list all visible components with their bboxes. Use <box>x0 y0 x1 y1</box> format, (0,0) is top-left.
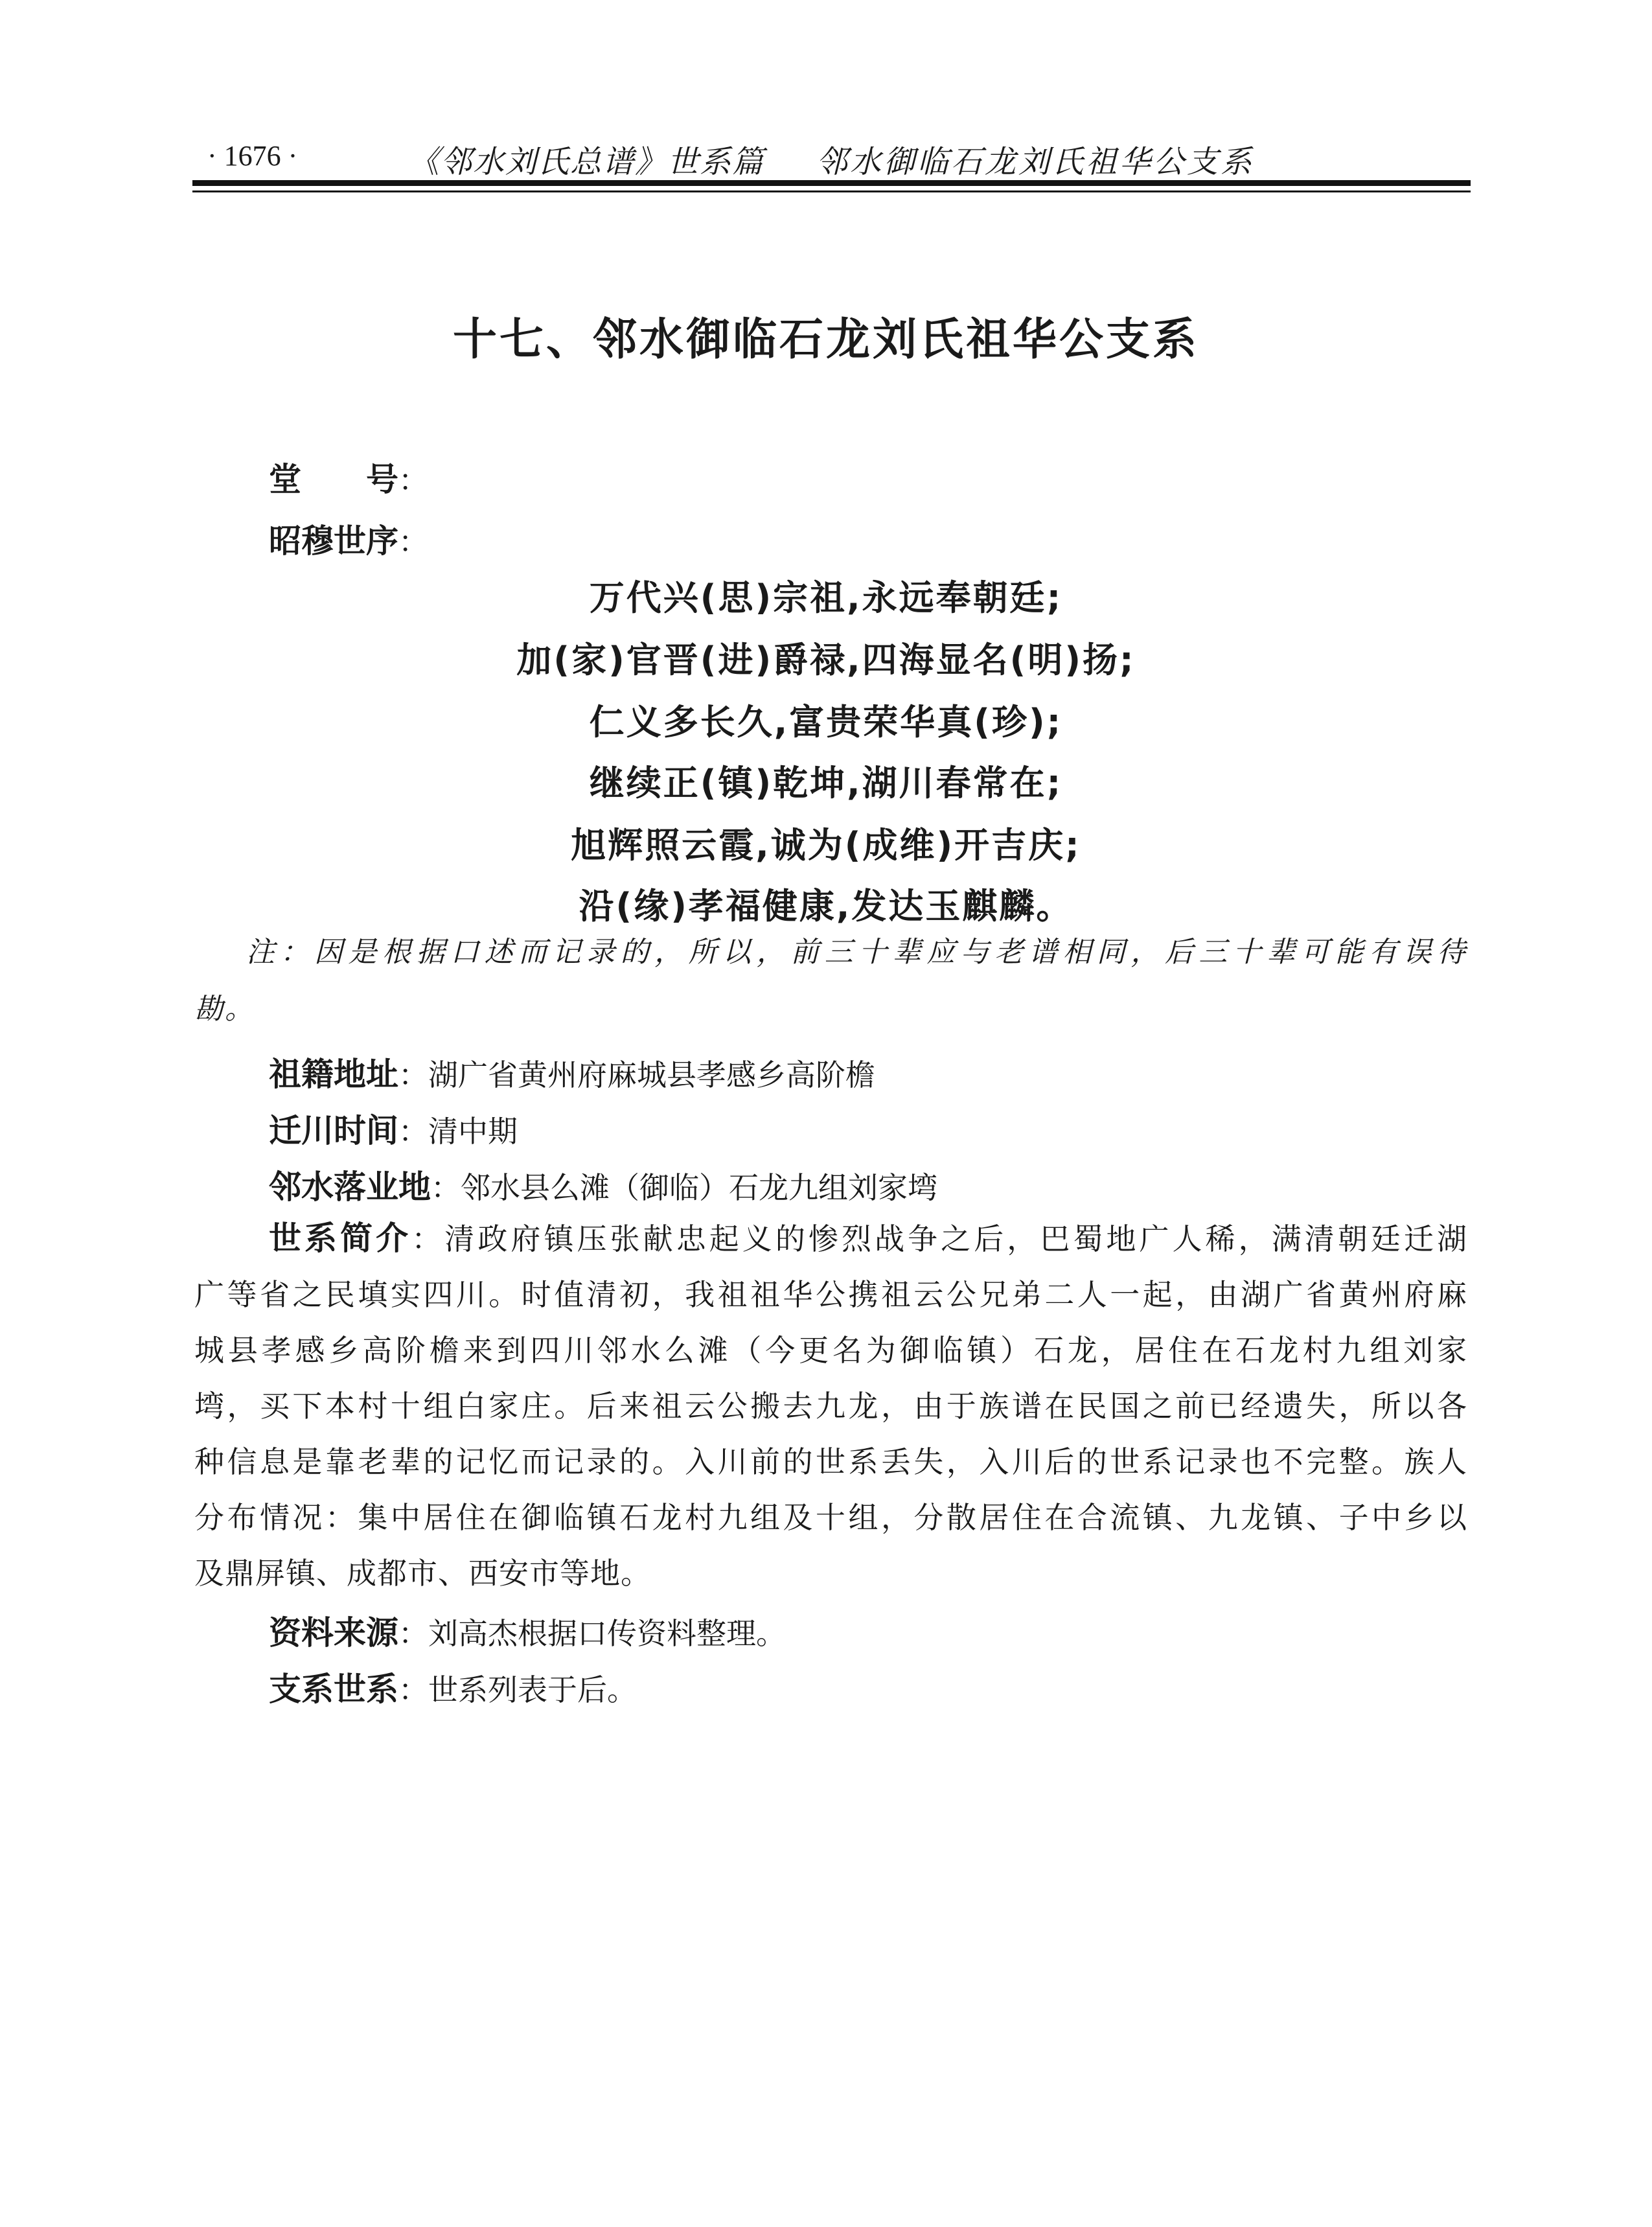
source-colon: ： <box>398 1616 428 1651</box>
section-title: 邻水御临石龙刘氏祖华公支系 <box>816 144 1255 180</box>
migration-time-value: 清中期 <box>428 1114 518 1149</box>
generation-order-colon: ： <box>398 524 428 559</box>
book-title: 《邻水刘氏总谱》世系篇 <box>408 144 765 180</box>
header-rule-thick <box>192 180 1471 186</box>
lineage-intro-line: 分布情况：集中居住在御临镇石龙村九组及十组，分散居住在合流镇、九龙镇、子中乡以 <box>194 1500 1467 1535</box>
hall-name-field <box>269 454 428 500</box>
migration-time-field <box>269 1105 518 1151</box>
lineage-intro-colon: ： <box>411 1221 445 1256</box>
poem-line: 继续正(镇)乾坤,湖川春常在; <box>589 763 1063 803</box>
note-line: 注：因是根据口述而记录的，所以，前三十辈应与老谱相同，后三十辈可能有误待 <box>246 936 1467 969</box>
lineage-intro-text: 清政府镇压张献忠起义的惨烈战争之后，巴蜀地广人稀，满清朝廷迁湖 <box>444 1221 1468 1256</box>
migration-time-label: 迁川时间 <box>269 1112 398 1149</box>
generation-order-label: 昭穆世序 <box>269 522 398 560</box>
lineage-intro-line: 广等省之民填实四川。时值清初，我祖祖华公携祖云公兄弟二人一起，由湖广省黄州府麻 <box>194 1277 1467 1312</box>
page-number: · 1676 · <box>207 140 298 172</box>
ancestral-address-colon: ： <box>398 1057 428 1092</box>
migration-time-colon: ： <box>398 1114 428 1149</box>
poem-line: 仁义多长久,富贵荣华真(珍); <box>589 702 1063 743</box>
poem-line: 万代兴(思)宗祖,永远奉朝廷; <box>589 577 1063 618</box>
settlement-field <box>269 1161 937 1208</box>
ancestral-address-label: 祖籍地址 <box>269 1056 398 1093</box>
ancestral-address-value: 湖广省黄州府麻城县孝感乡高阶檐 <box>428 1057 875 1092</box>
lineage-intro-line: 种信息是靠老辈的记忆而记录的。入川前的世系丢失，入川后的世系记录也不完整。族人 <box>194 1444 1467 1479</box>
note-paragraph <box>194 924 1467 1038</box>
header-rule-thin <box>192 190 1471 192</box>
poem-line: 沿(缘)孝福健康,发达玉麒麟。 <box>579 886 1073 927</box>
branch-lineage-label: 支系世系 <box>269 1670 398 1708</box>
source-field <box>269 1607 786 1654</box>
source-label: 资料来源 <box>269 1614 398 1652</box>
hall-name-label: 堂 号 <box>269 461 398 498</box>
source-value: 刘高杰根据口传资料整理。 <box>428 1616 786 1651</box>
generation-order-field <box>269 515 428 562</box>
poem-line: 加(家)官晋(进)爵禄,四海显名(明)扬; <box>516 640 1136 680</box>
settlement-label: 邻水落业地 <box>269 1168 431 1206</box>
lineage-intro-line <box>194 1210 1467 1267</box>
lineage-intro-paragraph <box>194 1210 1467 1601</box>
branch-lineage-value: 世系列表于后。 <box>428 1672 637 1707</box>
note-line: 勘。 <box>194 993 255 1026</box>
poem-line: 旭辉照云霞,诚为(成维)开吉庆; <box>571 825 1081 866</box>
lineage-intro-line: 塆，买下本村十组白家庄。后来祖云公搬去九龙，由于族谱在民国之前已经遗失，所以各 <box>194 1389 1467 1424</box>
settlement-value: 邻水县么滩（御临）石龙九组刘家塆 <box>461 1170 937 1205</box>
chapter-title: 十七、邻水御临石龙刘氏祖华公支系 <box>452 314 1199 365</box>
running-header <box>194 133 1471 185</box>
lineage-intro-label: 世系简介 <box>269 1219 412 1257</box>
lineage-intro-line: 城县孝感乡高阶檐来到四川邻水么滩（今更名为御临镇）石龙，居住在石龙村九组刘家 <box>194 1333 1467 1368</box>
branch-lineage-field <box>269 1663 637 1710</box>
hall-name-colon: ： <box>398 463 428 498</box>
branch-lineage-colon: ： <box>398 1672 428 1707</box>
lineage-intro-line: 及鼎屏镇、成都市、西安市等地。 <box>194 1556 651 1591</box>
ancestral-address-field <box>269 1048 875 1095</box>
settlement-colon: ： <box>431 1170 461 1205</box>
